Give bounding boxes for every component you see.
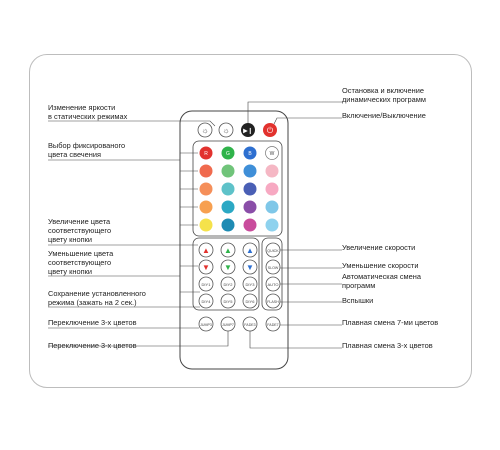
label-fixed-color: Выбор фиксированого цвета свечения xyxy=(48,141,126,159)
label-auto-change: Автоматическая смена программ xyxy=(342,272,421,290)
label-color-up: Увеличение цвета соответствующего цвету кнопки xyxy=(48,217,112,244)
color-button-r5-c4[interactable] xyxy=(266,219,279,232)
color-button-r3-c4[interactable] xyxy=(266,183,279,196)
label-brightness: Изменение яркости в статических режимах xyxy=(48,103,128,121)
label-flash: Вспышки xyxy=(342,296,374,305)
label-fade7: Плавная смена 7-ми цветов xyxy=(342,318,439,327)
arrow-down-icon-3: ▼ xyxy=(246,263,254,272)
quick-label: QUICK xyxy=(267,249,279,253)
arrow-up-icon-1: ▲ xyxy=(202,246,210,255)
color-button-r4-c2[interactable] xyxy=(222,201,235,214)
color-button-r2-c3[interactable] xyxy=(244,165,257,178)
arrow-down-icon-1: ▼ xyxy=(202,263,210,272)
diy2-label: DIY2 xyxy=(223,282,233,287)
color-button-r4-c3[interactable] xyxy=(244,201,257,214)
label-speed-up: Увеличение скорости xyxy=(342,243,416,252)
auto-label: AUTO xyxy=(267,282,279,287)
label-save-mode: Сохранение установленного режима (зажать на 2 сек.) xyxy=(48,289,146,307)
diy6-label: DIY6 xyxy=(245,299,255,304)
color-label-3: B xyxy=(248,151,252,157)
label-switch3-a: Переключение 3-х цветов xyxy=(48,318,137,327)
power-icon: ⏻ xyxy=(266,126,274,135)
diy1-label: DIY1 xyxy=(201,282,211,287)
color-button-r2-c4[interactable] xyxy=(266,165,279,178)
color-label-4: W xyxy=(269,151,275,157)
label-switch3-b: Переключение 3-х цветов xyxy=(48,341,137,350)
color-button-r3-c2[interactable] xyxy=(222,183,235,196)
color-button-r3-c3[interactable] xyxy=(244,183,257,196)
color-button-r3-c1[interactable] xyxy=(200,183,213,196)
label-power: Включение/Выключение xyxy=(342,111,426,120)
diy4-label: DIY4 xyxy=(201,299,211,304)
brightness-down-icon: ☼ xyxy=(201,126,209,135)
label-speed-down: Уменьшение скорости xyxy=(342,261,419,270)
fade3-label: FADE3 xyxy=(244,323,256,327)
fade7-label: FADE7 xyxy=(267,323,279,327)
label-fade3: Плавная смена 3-х цветов xyxy=(342,341,433,350)
color-label-2: G xyxy=(226,151,230,157)
color-button-r2-c2[interactable] xyxy=(222,165,235,178)
brightness-up-icon: ☼ xyxy=(222,126,230,135)
slow-label: SLOW xyxy=(267,266,279,270)
flash-label: FLASH xyxy=(267,300,279,304)
diy5-label: DIY5 xyxy=(223,299,233,304)
color-button-r5-c2[interactable] xyxy=(222,219,235,232)
play-pause-icon: ▶❙ xyxy=(243,128,253,135)
jump3-label: JUMP3 xyxy=(200,323,212,327)
jump7-label: JUMP7 xyxy=(222,323,234,327)
color-button-r5-c1[interactable] xyxy=(200,219,213,232)
diy3-label: DIY3 xyxy=(245,282,255,287)
color-button-r2-c1[interactable] xyxy=(200,165,213,178)
leader-color-down xyxy=(48,266,198,276)
color-button-r4-c4[interactable] xyxy=(266,201,279,214)
arrow-up-icon-2: ▲ xyxy=(224,246,232,255)
arrow-down-icon-2: ▼ xyxy=(224,263,232,272)
color-label-1: R xyxy=(204,151,208,157)
label-stop-start: Остановка и включение динамических программ xyxy=(342,86,426,104)
color-button-r4-c1[interactable] xyxy=(200,201,213,214)
arrow-up-icon-3: ▲ xyxy=(246,246,254,255)
leader-save-mode xyxy=(48,292,200,307)
color-button-r5-c3[interactable] xyxy=(244,219,257,232)
label-color-down: Уменьшение цвета соответствующего цвету кнопки xyxy=(48,249,114,276)
